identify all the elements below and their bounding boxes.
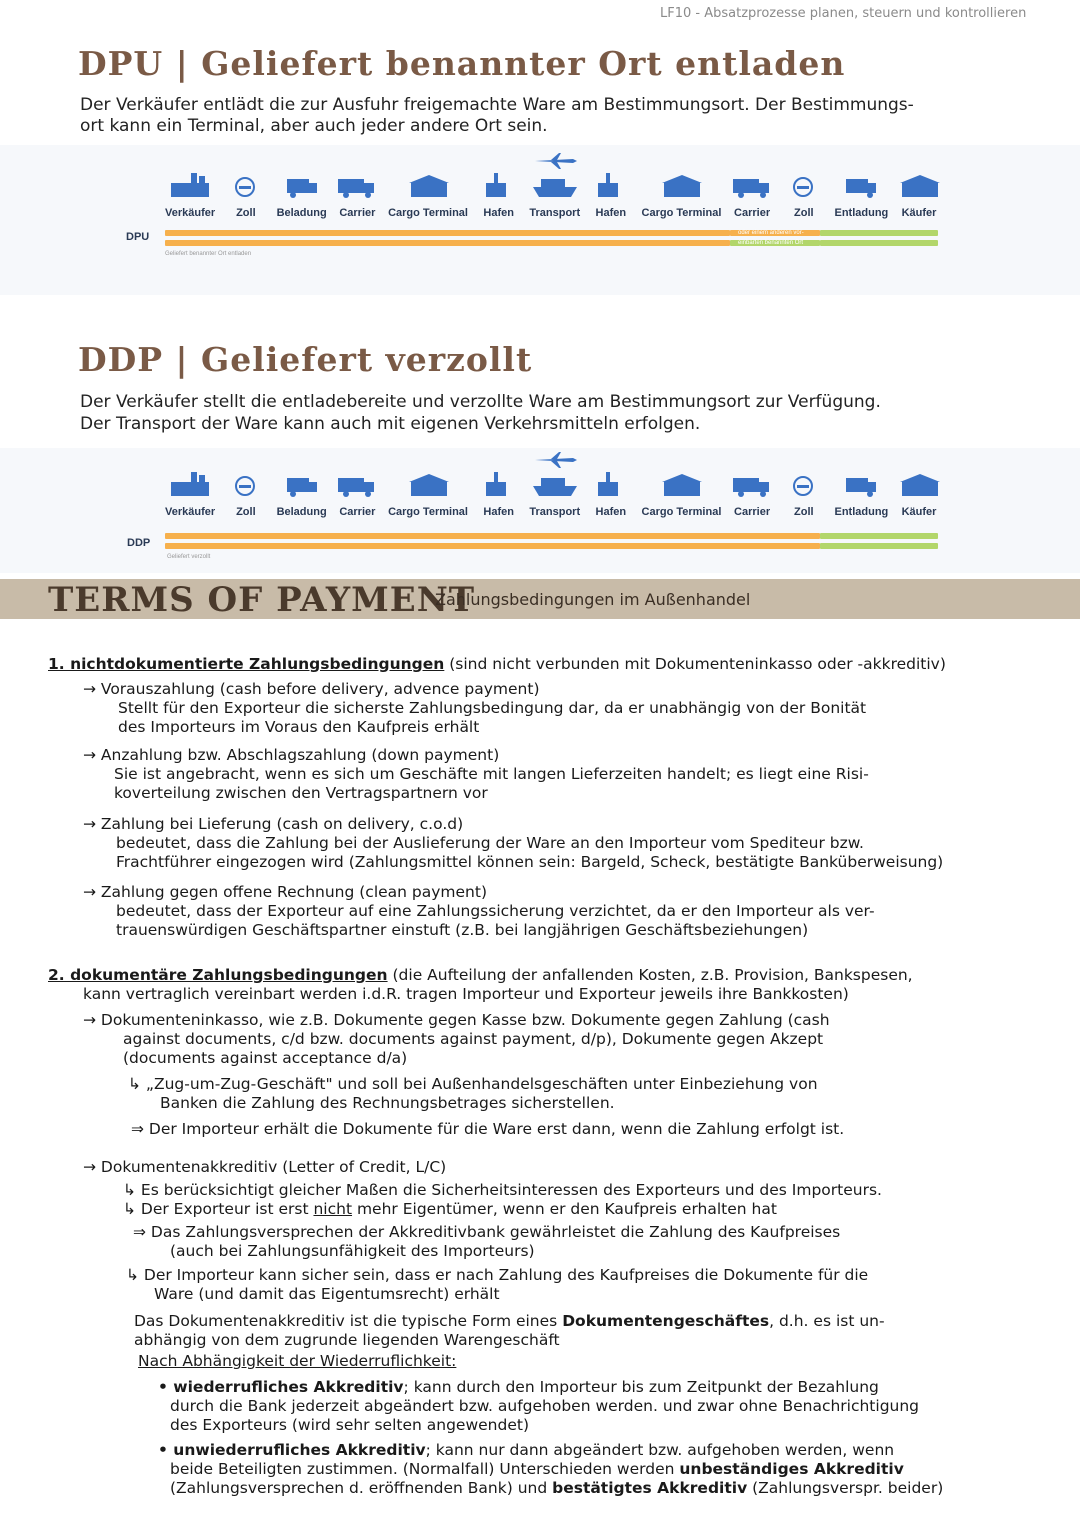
dpu-title: DPU | Geliefert benannter Ort entladen xyxy=(78,44,846,83)
typische-form-a: Das Dokumentenakkreditiv ist die typische Form eines xyxy=(134,1312,563,1330)
anzahlung-line2: Sie ist angebracht, wenn es sich um Geschäfte mit langen Lieferzeiten handelt; es liegt eine Risi- xyxy=(114,765,869,783)
stage-label: Verkäufer xyxy=(165,506,216,518)
entladung-icon xyxy=(840,171,882,207)
ddp-bar-orange-2 xyxy=(165,543,820,549)
akkreditiv-line2: ↳ Es berücksichtigt gleicher Maßen die Sicherheitsinteressen des Exporteurs und des Importeurs. xyxy=(123,1181,882,1199)
akkreditiv-line3 xyxy=(123,1200,777,1219)
stage-hafen xyxy=(478,171,520,219)
ddp-desc-line1: Der Verkäufer stellt die entladebereite und verzollte Ware am Bestimmungsort zur Verfügung. xyxy=(80,392,881,412)
stage-carrier xyxy=(731,470,773,518)
ddp-bar-green-1 xyxy=(820,533,938,539)
hafen-icon xyxy=(478,171,520,207)
stage-label: Beladung xyxy=(276,506,327,518)
unwiederrufliches-term: • unwiederrufliches Akkreditiv xyxy=(158,1441,426,1459)
stage-label: Käufer xyxy=(901,506,937,518)
dpu-row-label: DPU xyxy=(126,231,150,243)
stage-label: Carrier xyxy=(734,207,771,219)
stage-label: Carrier xyxy=(734,506,771,518)
anzahlung-heading: → Anzahlung bzw. Abschlagszahlung (down payment) xyxy=(83,746,500,764)
dokumenteninkasso-line4: ↳ „Zug-um-Zug-Geschäft" und soll bei Außenhandelsgeschäften unter Einbeziehung von xyxy=(128,1075,818,1093)
stage-hafen xyxy=(478,470,520,518)
verkaeufer-icon xyxy=(169,171,211,207)
zoll-icon xyxy=(225,171,267,207)
dokumenteninkasso-line2: against documents, c/d bzw. documents against payment, d/p), Dokumente gegen Akzept xyxy=(123,1030,824,1048)
ddp-title: DDP | Geliefert verzollt xyxy=(78,340,533,379)
bestaetigtes-akkreditiv: bestätigtes Akkreditiv xyxy=(552,1479,748,1497)
stage-entladung xyxy=(835,470,889,518)
zoll-icon xyxy=(225,470,267,506)
dpu-bar-orange-2 xyxy=(165,240,730,246)
unwiederrufliches-line3 xyxy=(170,1479,943,1498)
wiederrufliches-rest: ; kann durch den Importeur bis zum Zeitpunkt der Bezahlung xyxy=(403,1378,879,1396)
offene-rechnung-heading: → Zahlung gegen offene Rechnung (clean payment) xyxy=(83,883,488,901)
akkreditiv-line7: Ware (und damit das Eigentumsrecht) erhält xyxy=(154,1285,500,1303)
wiederrufliches-line3: des Exporteurs (wird sehr selten angewendet) xyxy=(170,1416,529,1434)
carrier-icon xyxy=(731,470,773,506)
stage-cargo-terminal xyxy=(642,470,722,518)
carrier-icon xyxy=(731,171,773,207)
stage-label: Zoll xyxy=(236,506,256,518)
dpu-chain xyxy=(165,153,940,219)
entladung-icon xyxy=(840,470,882,506)
cargo-terminal-icon xyxy=(407,470,449,506)
dokumenteninkasso-line3: (documents against acceptance d/a) xyxy=(123,1049,408,1067)
payment-notes xyxy=(48,655,1068,1505)
stage-cargo-terminal xyxy=(388,171,468,219)
ddp-diagram xyxy=(0,448,1080,573)
stage-kaeufer xyxy=(898,171,940,219)
stage-carrier xyxy=(336,171,378,219)
wiederrufliches-line1 xyxy=(158,1378,879,1397)
stage-label: Carrier xyxy=(339,207,376,219)
stage-zoll xyxy=(783,171,825,219)
stage-label: Entladung xyxy=(834,207,889,219)
stage-transport xyxy=(529,452,580,518)
kaeufer-icon xyxy=(898,470,940,506)
typische-form-b: Dokumentengeschäftes xyxy=(562,1312,770,1330)
stage-label: Verkäufer xyxy=(165,207,216,219)
zahlung-lieferung-heading: → Zahlung bei Lieferung (cash on delivery, c.o.d) xyxy=(83,815,464,833)
akkreditiv-line3-c: mehr Eigentümer, wenn er den Kaufpreis erhalten hat xyxy=(352,1200,777,1218)
hafen-icon xyxy=(590,470,632,506)
airplane-icon xyxy=(533,452,577,470)
stage-cargo-terminal xyxy=(388,470,468,518)
stage-transport xyxy=(529,153,580,219)
akkreditiv-line3-a: ↳ Der Exporteur ist erst xyxy=(123,1200,314,1218)
ddp-row-label: DDP xyxy=(127,537,151,549)
unwiederrufliches-line2-a: beide Beteiligten zustimmen. (Normalfall) Unterschieden werden xyxy=(170,1460,680,1478)
unwiederrufliches-line3-a: (Zahlungsversprechen d. eröffnenden Bank) und xyxy=(170,1479,553,1497)
wiederrufliches-line2: durch die Bank jederzeit abgeändert bzw. aufgehoben werden. und zwar ohne Benachrichtigung xyxy=(170,1397,920,1415)
stage-label: Hafen xyxy=(483,207,514,219)
stage-beladung xyxy=(277,171,327,219)
stage-label: Entladung xyxy=(834,506,889,518)
unwiederrufliches-line3-c: (Zahlungsverspr. beider) xyxy=(747,1479,944,1497)
stage-hafen xyxy=(590,470,632,518)
stage-label: Hafen xyxy=(595,207,627,219)
course-header: LF10 - Absatzprozesse planen, steuern und kontrollieren xyxy=(660,6,1027,21)
cargo-terminal-icon xyxy=(660,171,702,207)
ddp-desc-line2: Der Transport der Ware kann auch mit eigenen Verkehrsmitteln erfolgen. xyxy=(80,414,701,434)
stage-carrier xyxy=(336,470,378,518)
cargo-terminal-icon xyxy=(407,171,449,207)
stage-verkaeufer xyxy=(165,171,215,219)
typische-form-c: , d.h. es ist un- xyxy=(769,1312,885,1330)
stage-label: Käufer xyxy=(901,207,937,219)
zahlung-lieferung-line2: bedeutet, dass die Zahlung bei der Auslieferung der Ware an den Importeur vom Spediteur bzw. xyxy=(116,834,864,852)
dpu-desc-line2: ort kann ein Terminal, aber auch jeder andere Ort sein. xyxy=(80,116,548,136)
dpu-desc-line1: Der Verkäufer entlädt die zur Ausfuhr freigemachte Ware am Bestimmungsort. Der Bestimmungs- xyxy=(80,95,914,115)
unbestaendiges-akkreditiv: unbeständiges Akkreditiv xyxy=(679,1460,904,1478)
stage-label: Cargo Terminal xyxy=(388,506,468,518)
stage-kaeufer xyxy=(898,470,940,518)
stage-zoll xyxy=(225,171,267,219)
zoll-icon xyxy=(783,171,825,207)
unwiederrufliches-rest: ; kann nur dann abgeändert bzw. aufgehoben werden, wenn xyxy=(425,1441,895,1459)
akkreditiv-line4: ⇒ Das Zahlungsversprechen der Akkreditivbank gewährleistet die Zahlung des Kaufpreises xyxy=(133,1223,841,1241)
dpu-caption: Geliefert benannter Ort entladen xyxy=(165,251,252,257)
akkreditiv-line5: (auch bei Zahlungsunfähigkeit des Importeurs) xyxy=(170,1242,535,1260)
dpu-alt-note-1: oder einem anderen vor- xyxy=(738,230,804,236)
stage-label: Cargo Terminal xyxy=(641,207,722,219)
zoll-icon xyxy=(783,470,825,506)
dokumenteninkasso-line5: Banken die Zahlung des Rechnungsbetrages sicherstellen. xyxy=(160,1094,615,1112)
stage-label: Carrier xyxy=(339,506,376,518)
dpu-diagram xyxy=(0,145,1080,295)
stage-label: Hafen xyxy=(595,506,627,518)
stage-label: Beladung xyxy=(276,207,327,219)
vorauszahlung-line2: Stellt für den Exporteur die sicherste Zahlungsbedingung dar, da er unabhängig von der Bonität xyxy=(118,699,867,717)
typische-form-line1 xyxy=(134,1312,885,1331)
carrier-icon xyxy=(336,470,378,506)
stage-cargo-terminal xyxy=(642,171,722,219)
beladung-icon xyxy=(281,171,323,207)
hafen-icon xyxy=(478,470,520,506)
dokumenteninkasso-line6: ⇒ Der Importeur erhält die Dokumente für die Ware erst dann, wenn die Zahlung erfolgt ist. xyxy=(131,1120,845,1138)
kaeufer-icon xyxy=(898,171,940,207)
transport-icon xyxy=(531,470,579,506)
terms-band xyxy=(0,579,1080,619)
cargo-terminal-icon xyxy=(660,470,702,506)
anzahlung-line3: koverteilung zwischen den Vertragspartnern vor xyxy=(114,784,488,802)
unwiederrufliches-line2 xyxy=(170,1460,904,1479)
ddp-caption: Geliefert verzollt xyxy=(167,554,211,560)
wiederruflichkeit-heading: Nach Abhängigkeit der Wiederruflichkeit: xyxy=(138,1352,457,1370)
stage-label: Transport xyxy=(529,207,581,219)
akkreditiv-line3-b: nicht xyxy=(313,1200,353,1218)
typische-form-line2: abhängig von dem zugrunde liegenden Warengeschäft xyxy=(134,1331,560,1349)
dpu-bar-green-1 xyxy=(820,230,938,236)
akkreditiv-line6: ↳ Der Importeur kann sicher sein, dass er nach Zahlung des Kaufpreises die Dokumente für die xyxy=(126,1266,869,1284)
section-1-heading xyxy=(48,655,946,674)
stage-verkaeufer xyxy=(165,470,215,518)
stage-carrier xyxy=(731,171,773,219)
stage-label: Cargo Terminal xyxy=(388,207,468,219)
section-1-title-rest: (sind nicht verbunden mit Dokumenteninkasso oder -akkreditiv) xyxy=(444,655,946,673)
section-1-title: 1. nichtdokumentierte Zahlungsbedingungen xyxy=(48,655,445,673)
dpu-bar-green-2 xyxy=(820,240,938,246)
stage-label: Hafen xyxy=(483,506,514,518)
stage-label: Zoll xyxy=(794,506,814,518)
stage-beladung xyxy=(277,470,327,518)
hafen-icon xyxy=(590,171,632,207)
dpu-bar-orange-1 xyxy=(165,230,730,236)
stage-label: Zoll xyxy=(236,207,256,219)
section-2-heading xyxy=(48,966,913,985)
offene-rechnung-line3: trauenswürdigen Geschäftspartner einstuft (z.B. bei langjährigen Geschäftsbeziehungen) xyxy=(116,921,809,939)
ddp-chain xyxy=(165,452,940,518)
wiederrufliches-term: • wiederrufliches Akkreditiv xyxy=(158,1378,404,1396)
vorauszahlung-line3: des Importeurs im Voraus den Kaufpreis erhält xyxy=(118,718,480,736)
vorauszahlung-heading: → Vorauszahlung (cash before delivery, advence payment) xyxy=(83,680,540,698)
stage-zoll xyxy=(225,470,267,518)
offene-rechnung-line2: bedeutet, dass der Exporteur auf eine Zahlungssicherung verzichtet, da er den Importeur als ver- xyxy=(116,902,875,920)
terms-title: TERMS OF PAYMENT xyxy=(48,580,476,620)
airplane-icon xyxy=(533,153,577,171)
dokumenteninkasso-heading: → Dokumenteninkasso, wie z.B. Dokumente gegen Kasse bzw. Dokumente gegen Zahlung (cash xyxy=(83,1011,830,1029)
terms-subtitle: Zahlungsbedingungen im Außenhandel xyxy=(435,590,751,609)
beladung-icon xyxy=(281,470,323,506)
section-2-title: 2. dokumentäre Zahlungsbedingungen xyxy=(48,966,388,984)
ddp-bar-green-2 xyxy=(820,543,938,549)
stage-label: Cargo Terminal xyxy=(641,506,722,518)
stage-entladung xyxy=(835,171,889,219)
ddp-bar-orange-1 xyxy=(165,533,820,539)
stage-zoll xyxy=(783,470,825,518)
stage-label: Zoll xyxy=(794,207,814,219)
verkaeufer-icon xyxy=(169,470,211,506)
carrier-icon xyxy=(336,171,378,207)
zahlung-lieferung-line3: Frachtführer eingezogen wird (Zahlungsmittel können sein: Bargeld, Scheck, bestätigte Banküberweisung) xyxy=(116,853,944,871)
unwiederrufliches-line1 xyxy=(158,1441,894,1460)
akkreditiv-heading: → Dokumentenakkreditiv (Letter of Credit, L/C) xyxy=(83,1158,447,1176)
dpu-alt-note-2: einbarten benannten Ort xyxy=(738,240,804,246)
transport-icon xyxy=(531,171,579,207)
stage-hafen xyxy=(590,171,632,219)
section-2-title-rest: (die Aufteilung der anfallenden Kosten, z.B. Provision, Bankspesen, xyxy=(387,966,913,984)
stage-label: Transport xyxy=(529,506,581,518)
section-2-line2: kann vertraglich vereinbart werden i.d.R. tragen Importeur und Exporteur jeweils ihre Bankkosten) xyxy=(83,985,849,1003)
